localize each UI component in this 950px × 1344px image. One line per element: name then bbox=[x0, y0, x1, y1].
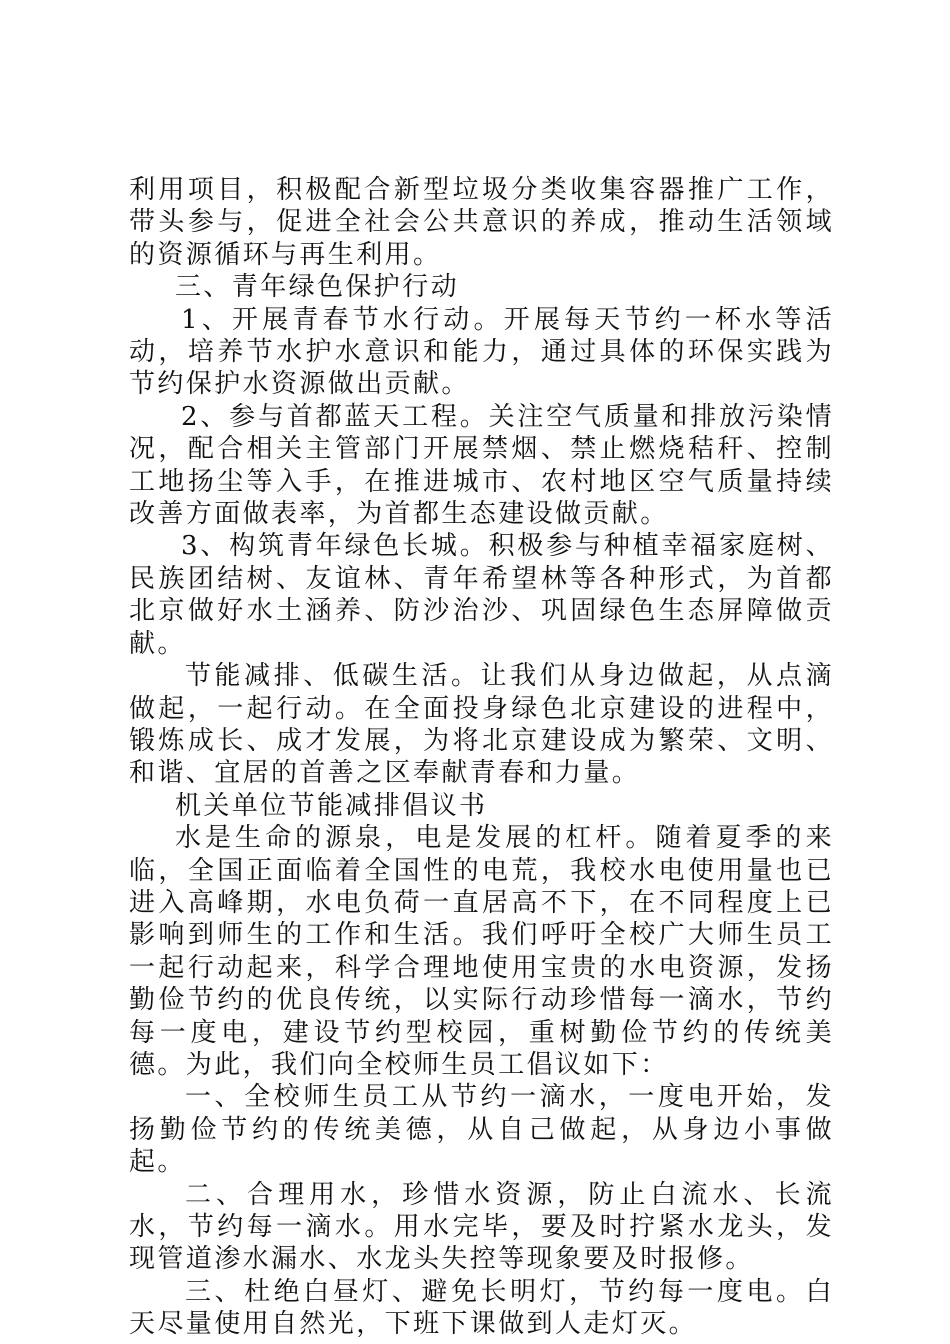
paragraph-continuation: 利用项目，积极配合新型垃圾分类收集容器推广工作，带头参与，促进全社会公共意识的养成，推动生活领域的资源循环与再生利用。 bbox=[129, 175, 834, 270]
document-body bbox=[129, 174, 834, 1341]
paragraph-low-carbon: 节能减排、低碳生活。让我们从身边做起，从点滴做起，一起行动。在全面投身绿色北京建设的进程中，锻炼成长、成才发展，为将北京建设成为繁荣、文明、和谐、宜居的首善之区奉献青春和力量。 bbox=[129, 661, 834, 789]
paragraph-item-one: 一、全校师生员工从节约一滴水，一度电开始，发扬勤俭节约的传统美德，从自己做起，从身边小事做起。 bbox=[129, 1082, 834, 1178]
section-heading-youth-green-action: 三、青年绿色保护行动 bbox=[175, 272, 460, 303]
paragraph-blue-sky: 2、参与首都蓝天工程。关注空气质量和排放污染情况，配合相关主管部门开展禁烟、禁止燃烧秸秆、控制工地扬尘等入手，在推进城市、农村地区空气质量持续改善方面做表率，为首都生态建设做贡献。 bbox=[129, 401, 834, 530]
paragraph-item-two: 二、合理用水，珍惜水资源，防止白流水、长流水，节约每一滴水。用水完毕，要及时拧紧水龙头，发现管道渗水漏水、水龙头失控等现象要及时报修。 bbox=[129, 1179, 834, 1275]
document-title-proposal: 机关单位节能减排倡议书 bbox=[175, 790, 488, 821]
paragraph-green-wall: 3、构筑青年绿色长城。积极参与种植幸福家庭树、民族团结树、友谊林、青年希望林等各种形式，为首都北京做好水土涵养、防沙治沙、巩固绿色生态屏障做贡献。 bbox=[129, 531, 834, 659]
paragraph-proposal-intro: 水是生命的源泉，电是发展的杠杆。随着夏季的来临，全国正面临着全国性的电荒，我校水电使用量也已进入高峰期，水电负荷一直居高不下，在不同程度上已影响到师生的工作和生活。我们呼吁全校广大师生员工一起行动起来，科学合理地使用宝贵的水电资源，发扬勤俭节约的优良传统，以实际行动珍惜每一滴水，节约每一度电，建设节约型校园，重树勤俭节约的传统美德。为此，我们向全校师生员工倡议如下： bbox=[129, 823, 834, 1080]
paragraph-item-three: 三、杜绝白昼灯、避免长明灯，节约每一度电。白天尽量使用自然光，下班下课做到人走灯灭。 bbox=[129, 1276, 834, 1340]
paragraph-water-saving: 1、开展青春节水行动。开展每天节约一杯水等活动，培养节水护水意识和能力，通过具体的环保实践为节约保护水资源做出贡献。 bbox=[129, 304, 834, 400]
